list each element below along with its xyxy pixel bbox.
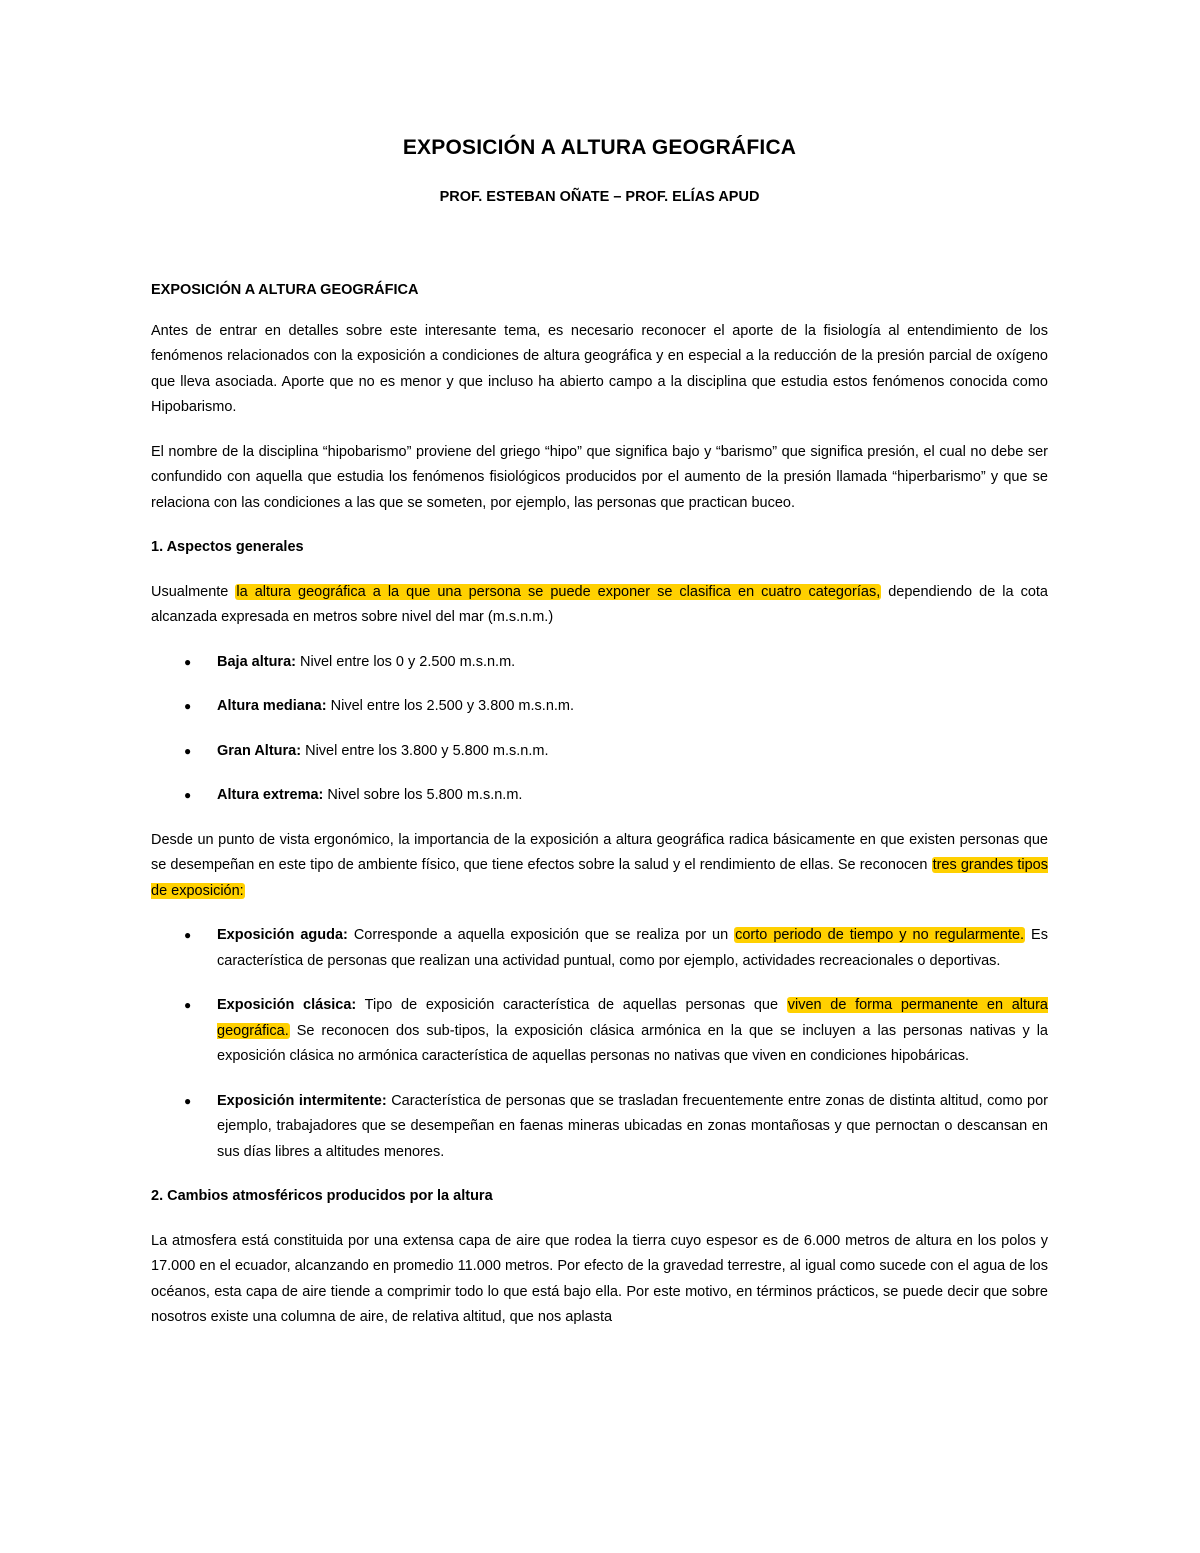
document-body (151, 278, 1048, 1331)
text-run: Tipo de exposición característica de aquellas personas que (356, 997, 787, 1013)
text-run: Se reconocen dos sub-tipos, la exposición clásica armónica en la que se incluyen a las personas nativas y la exposición clásica no armónica característica de aquellas personas no nativas que viven en condiciones hipobáricas. (217, 1022, 1048, 1064)
text-run: Desde un punto de vista ergonómico, la importancia de la exposición a altura geográfica radica básicamente en que existen personas que se desempeñan en este tipo de ambiente físico, que tiene efectos sobre la salud y el rendimiento de ellas. Se reconocen (151, 831, 1048, 873)
section-1-paragraph-2 (151, 828, 1048, 905)
text-run: Usualmente (151, 583, 236, 600)
list-item (151, 993, 1048, 1070)
intro-paragraph-2: El nombre de la disciplina “hipobarismo” proviene del griego “hipo” que significa bajo y “barismo” que significa presión, el cual no debe ser confundido con aquella que estudia los fenómenos fisiológicos producidos por el aumento de la presión llamada “hiperbarismo” y que se relaciona con las condiciones a las que se someten, por ejemplo, las personas que practican buceo. (151, 443, 1048, 511)
item-label: Exposición aguda: (217, 927, 348, 943)
item-label: Exposición clásica: (217, 997, 357, 1013)
item-label: Altura extrema: (217, 787, 324, 803)
list-item (151, 650, 1048, 676)
item-text: Nivel entre los 0 y 2.500 m.s.n.m. (295, 653, 516, 670)
item-label: Exposición intermitente: (217, 1092, 387, 1109)
text-run: Característica de personas que se trasladan frecuentemente entre zonas de distinta altitud, como por ejemplo, trabajadores que se desempeñan en faenas mineras ubicadas en zonas montañosas y que pernoctan o descansan en sus días libres a altitudes menores. (217, 1092, 1048, 1160)
text-run: Es característica de personas que realizan una actividad puntual, como por ejemplo, actividades recreacionales o deportivas. (217, 927, 1048, 969)
bullet-icon: ● (184, 699, 192, 713)
intro-paragraph-1: Antes de entrar en detalles sobre este interesante tema, es necesario reconocer el aporte de la fisiología al entendimiento de los fenómenos relacionados con la exposición a condiciones de altura geográfica y en especial a la reducción de la presión parcial de oxígeno que lleva asociada. Aporte que no es menor y que incluso ha abierto campo a la disciplina que estudia estos fenómenos conocida como Hipobarismo. (151, 322, 1048, 415)
bullet-icon: ● (184, 743, 192, 758)
section-2-paragraph-1: La atmosfera está constituida por una extensa capa de aire que rodea la tierra cuyo espesor es de 6.000 metros de altura en los polos y 17.000 en el ecuador, alcanzando en promedio 11.000 metros. Por efecto de la gravedad terrestre, al igual como sucede con el agua de los océanos, esta capa de aire tiende a comprimir todo lo que está bajo ella. Por este motivo, en términos prácticos, se puede decir que sobre nosotros existe una columna de aire, de relativa altitud, que nos aplasta (151, 1232, 1048, 1325)
document-authors: PROF. ESTEBAN OÑATE – PROF. ELÍAS APUD (439, 189, 760, 205)
list-item (151, 739, 1048, 765)
highlighted-text: corto periodo de tiempo y no regularmente. (735, 927, 1025, 943)
document-title: EXPOSICIÓN A ALTURA GEOGRÁFICA (402, 136, 797, 159)
list-item (151, 783, 1048, 809)
section-2-heading: 2. Cambios atmosféricos producidos por la altura (151, 1188, 493, 1204)
highlighted-text: tres grandes tipos de exposición: (151, 857, 1048, 899)
section-1-heading: 1. Aspectos generales (151, 539, 304, 555)
exposure-type-list (151, 923, 1048, 1165)
bullet-icon: ● (184, 654, 192, 669)
highlighted-text: viven de forma permanente en altura geográfica. (217, 997, 1048, 1039)
list-item (151, 694, 1048, 720)
section-1-paragraph-1 (151, 580, 1048, 631)
item-text: Nivel sobre los 5.800 m.s.n.m. (323, 787, 523, 803)
bullet-icon: ● (184, 928, 192, 942)
item-label: Baja altura: (217, 653, 296, 670)
section-heading: EXPOSICIÓN A ALTURA GEOGRÁFICA (151, 282, 419, 298)
item-text: Nivel entre los 3.800 y 5.800 m.s.n.m. (301, 742, 549, 759)
item-label: Gran Altura: (217, 742, 302, 759)
list-item (151, 923, 1048, 974)
highlighted-text: la altura geográfica a la que una persona se puede exponer se clasifica en cuatro categorías, (236, 583, 881, 600)
altitude-category-list (151, 650, 1048, 809)
item-label: Altura mediana: (217, 698, 327, 714)
bullet-icon: ● (184, 1093, 192, 1108)
list-item (151, 1089, 1048, 1166)
text-run: dependiendo de la cota alcanzada expresada en metros sobre nivel del mar (m.s.n.m.) (151, 583, 1048, 625)
text-run: Corresponde a aquella exposición que se realiza por un (347, 927, 735, 943)
bullet-icon: ● (184, 788, 192, 802)
item-text: Nivel entre los 2.500 y 3.800 m.s.n.m. (326, 698, 575, 714)
bullet-icon: ● (184, 998, 192, 1012)
